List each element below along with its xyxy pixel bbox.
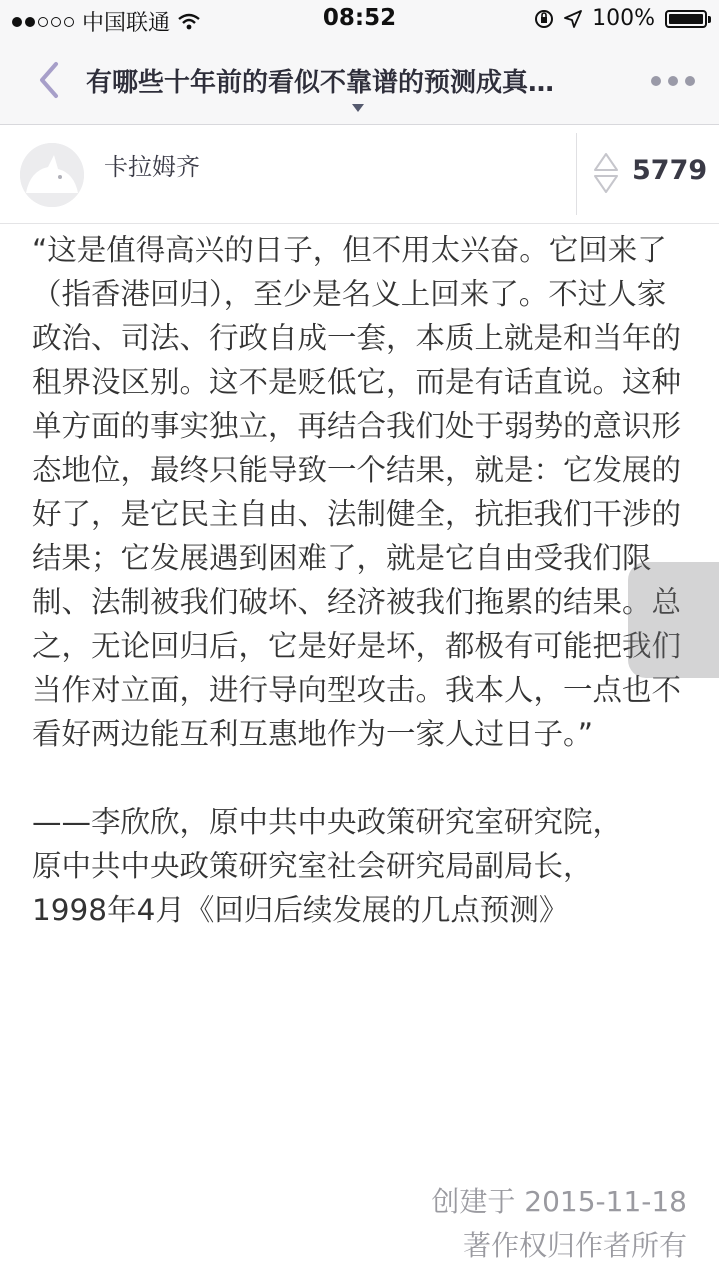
status-bar [0, 0, 719, 40]
title-dropdown-icon[interactable] [352, 104, 364, 112]
battery-level [669, 14, 703, 24]
more-button[interactable] [651, 76, 695, 86]
orientation-lock-icon [534, 9, 554, 29]
attribution-line: ——李欣欣，原中共中央政策研究室研究院， [32, 805, 623, 839]
answer-author-row [0, 125, 719, 224]
divider [576, 133, 577, 215]
more-dot [651, 76, 661, 86]
more-dot [685, 76, 695, 86]
assistive-touch-button[interactable] [628, 562, 719, 678]
vote-count[interactable]: 5779 [632, 155, 708, 186]
battery-percent: 100% [592, 6, 655, 31]
chevron-left-icon [30, 58, 70, 102]
status-time: 08:52 [322, 5, 397, 31]
location-arrow-icon [564, 10, 582, 28]
attribution-line: 1998年4月《回归后续发展的几点预测》 [32, 893, 569, 927]
created-date: 创建于 2015-11-18 [431, 1185, 687, 1218]
avatar[interactable] [20, 143, 84, 207]
navigation-bar [0, 40, 719, 125]
more-dot [668, 76, 678, 86]
attribution-line: 原中共中央政策研究室社会研究局副局长， [32, 849, 593, 883]
default-avatar-icon [20, 143, 84, 207]
back-button[interactable] [30, 58, 70, 102]
status-right [534, 6, 707, 31]
answer-content [32, 228, 692, 932]
author-name[interactable]: 卡拉姆齐 [104, 153, 200, 181]
answer-footer [431, 1180, 687, 1268]
carrier-label: 中国联通 [82, 11, 171, 36]
battery-icon [665, 10, 707, 28]
attribution-paragraph [32, 800, 692, 932]
vote-arrows-icon[interactable] [593, 151, 619, 195]
copyright-note: 著作权归作者所有 [462, 1229, 687, 1262]
quote-paragraph: “这是值得高兴的日子，但不用太兴奋。它回来了（指香港回归），至少是名义上回来了。不过人家政治、司法、行政自成一套，本质上就是和当年的租界没区别。这不是贬低它，而是有话直说。这种单方面的事实独立，再结合我们处于弱势的意识形态地位，最终只能导致一个结果，就是：它发展的好了，是它民主自由、法制健全，抗拒我们干涉的结果；它发展遇到困难了，就是它自由受我们限制、法制被我们破坏、经济被我们拖累的结果。总之，无论回归后，它是好是坏，都极有可能把我们当作对立面，进行导向型攻击。我本人，一点也不看好两边能互利互惠地作为一家人过日子。” [32, 233, 682, 751]
page-title[interactable]: 有哪些十年前的看似不靠谱的预测成真… [86, 68, 555, 98]
